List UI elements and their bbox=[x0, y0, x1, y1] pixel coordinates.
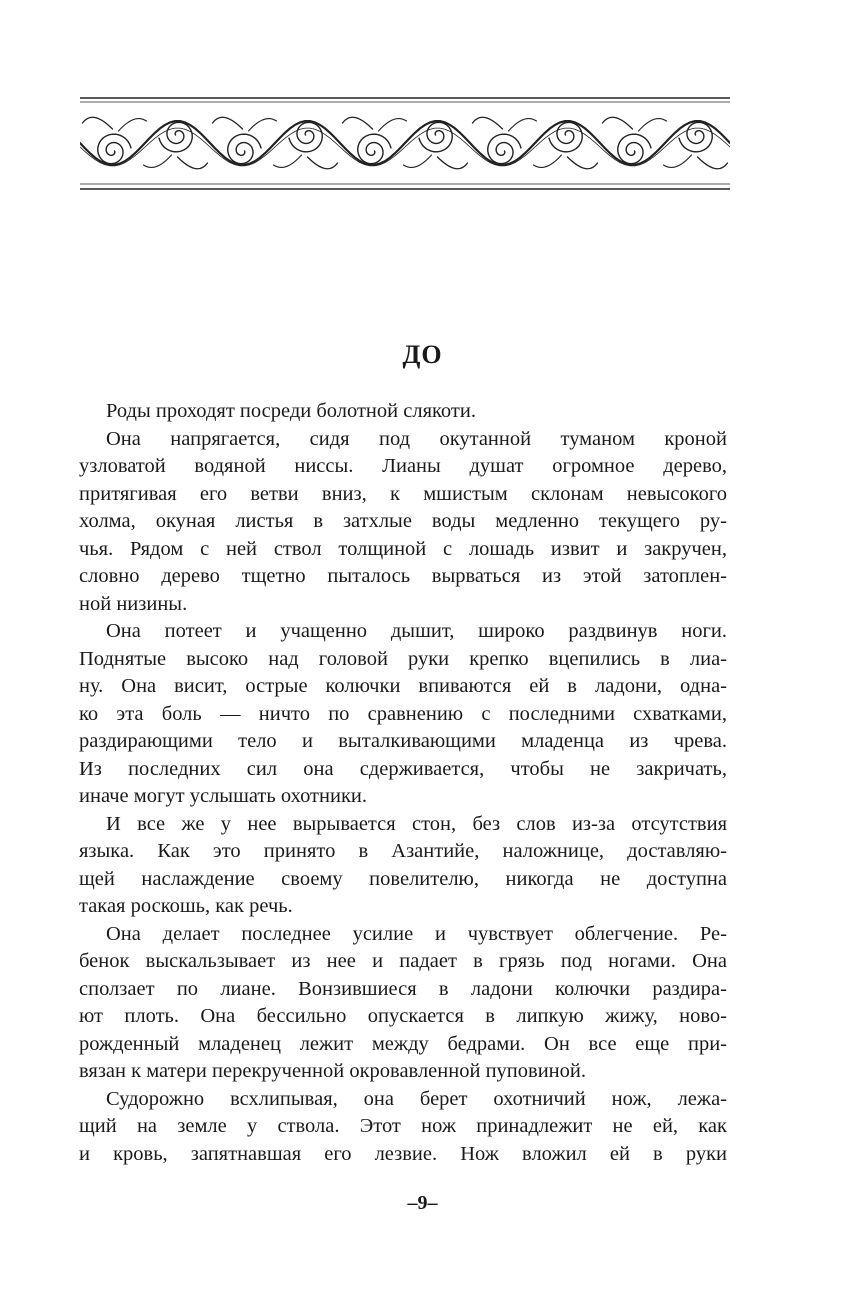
text-line: Она делает последнее усилие и чувствует облегчение. Ре- bbox=[106, 922, 727, 945]
paragraph-5 bbox=[79, 921, 727, 1086]
scroll-flourish bbox=[274, 155, 302, 167]
paragraph-2 bbox=[79, 426, 727, 619]
text-line: Она потеет и учащенно дышит, широко раздвинув ноги. bbox=[106, 620, 727, 642]
text-line: иначе могут услышать охотники. bbox=[79, 785, 368, 807]
scroll-flourish bbox=[144, 155, 172, 167]
scroll-flourish bbox=[213, 117, 243, 129]
text-line: вязан к матери перекрученной окровавленной пуповиной. bbox=[79, 1060, 586, 1082]
text-line: ну. Она висит, острые колючки впиваются ей в ладони, одна- bbox=[79, 675, 727, 697]
scroll-flourish bbox=[308, 157, 338, 169]
chapter-body bbox=[79, 398, 727, 1168]
text-line: узловатой водяной ниссы. Лианы душат огромное дерево, bbox=[79, 455, 727, 477]
scroll-flourish bbox=[178, 157, 208, 169]
scroll-flourish bbox=[698, 157, 728, 169]
scroll-flourish bbox=[639, 119, 667, 131]
text-line: Судорожно всхлипывая, она берет охотничий нож, лежа- bbox=[106, 1087, 727, 1110]
text-line: бенок выскальзывает из нее и падает в грязь под ногами. Она bbox=[79, 950, 727, 972]
paragraph-6 bbox=[79, 1086, 727, 1169]
text-line: Она напрягается, сидя под окутанной туманом кроной bbox=[106, 427, 727, 450]
text-line: языка. Как это принято в Азантийе, наложнице, доставляю- bbox=[79, 840, 727, 862]
text-line: Поднятые высоко над головой руки крепко вцепились в лиа- bbox=[79, 647, 727, 670]
page-number: –9– bbox=[407, 1192, 438, 1214]
text-line: И все же у нее вырывается стон, без слов из-за отсутствия bbox=[106, 812, 727, 835]
text-line: ной низины. bbox=[79, 592, 188, 615]
text-line: притягивая его ветви вниз, к мшистым склонам невысокого bbox=[79, 482, 727, 505]
paragraph-3 bbox=[79, 618, 727, 811]
scroll-flourish bbox=[379, 119, 407, 131]
text-line: сползает по лиане. Вонзившиеся в ладони колючки раздира- bbox=[79, 977, 727, 1000]
text-line: щий на земле у ствола. Этот нож принадлежит не ей, как bbox=[79, 1115, 727, 1137]
text-line: и кровь, запятнавшая его лезвие. Нож вложил ей в руки bbox=[79, 1142, 727, 1165]
text-line: Роды проходят посреди болотной слякоти. bbox=[106, 400, 476, 422]
scroll-flourish bbox=[249, 119, 277, 131]
text-line: такая роскошь, как речь. bbox=[79, 895, 293, 917]
scroll-flourish bbox=[664, 155, 692, 167]
chapter-title: ДО bbox=[402, 340, 443, 369]
scroll-flourish bbox=[119, 119, 147, 131]
scroll-flourish bbox=[568, 157, 598, 169]
scroll-flourish bbox=[534, 155, 562, 167]
scroll-flourish bbox=[603, 117, 633, 129]
text-line: холма, окуная листья в затхлые воды медленно текущего ру- bbox=[79, 510, 727, 532]
text-line: ко эта боль — ничто по сравнению с последними схватками, bbox=[79, 702, 727, 725]
text-line: щей наслаждение своему повелителю, никогда не доступна bbox=[79, 867, 727, 890]
scroll-flourish bbox=[473, 117, 503, 129]
paragraph-4 bbox=[79, 811, 727, 921]
scroll-flourish bbox=[83, 117, 113, 129]
paragraph-1 bbox=[79, 398, 727, 426]
scroll-flourish bbox=[343, 117, 373, 129]
text-line: чья. Рядом с ней ствол толщиной с лошадь извит и закручен, bbox=[79, 537, 727, 560]
scroll-flourish bbox=[509, 119, 537, 131]
scroll-flourish bbox=[404, 155, 432, 167]
text-line: словно дерево тщетно пыталось вырваться из этой затоплен- bbox=[79, 565, 727, 587]
text-line: раздирающими тело и выталкивающими младенца из чрева. bbox=[79, 730, 727, 752]
text-line: Из последних сил она сдерживается, чтобы не закричать, bbox=[79, 757, 727, 780]
text-line: рожденный младенец лежит между бедрами. Он все еще при- bbox=[79, 1032, 727, 1055]
decorative-scroll-border bbox=[80, 96, 730, 192]
scroll-flourish bbox=[438, 157, 468, 169]
text-line: ют плоть. Она бессильно опускается в липкую жижу, ново- bbox=[79, 1005, 727, 1027]
